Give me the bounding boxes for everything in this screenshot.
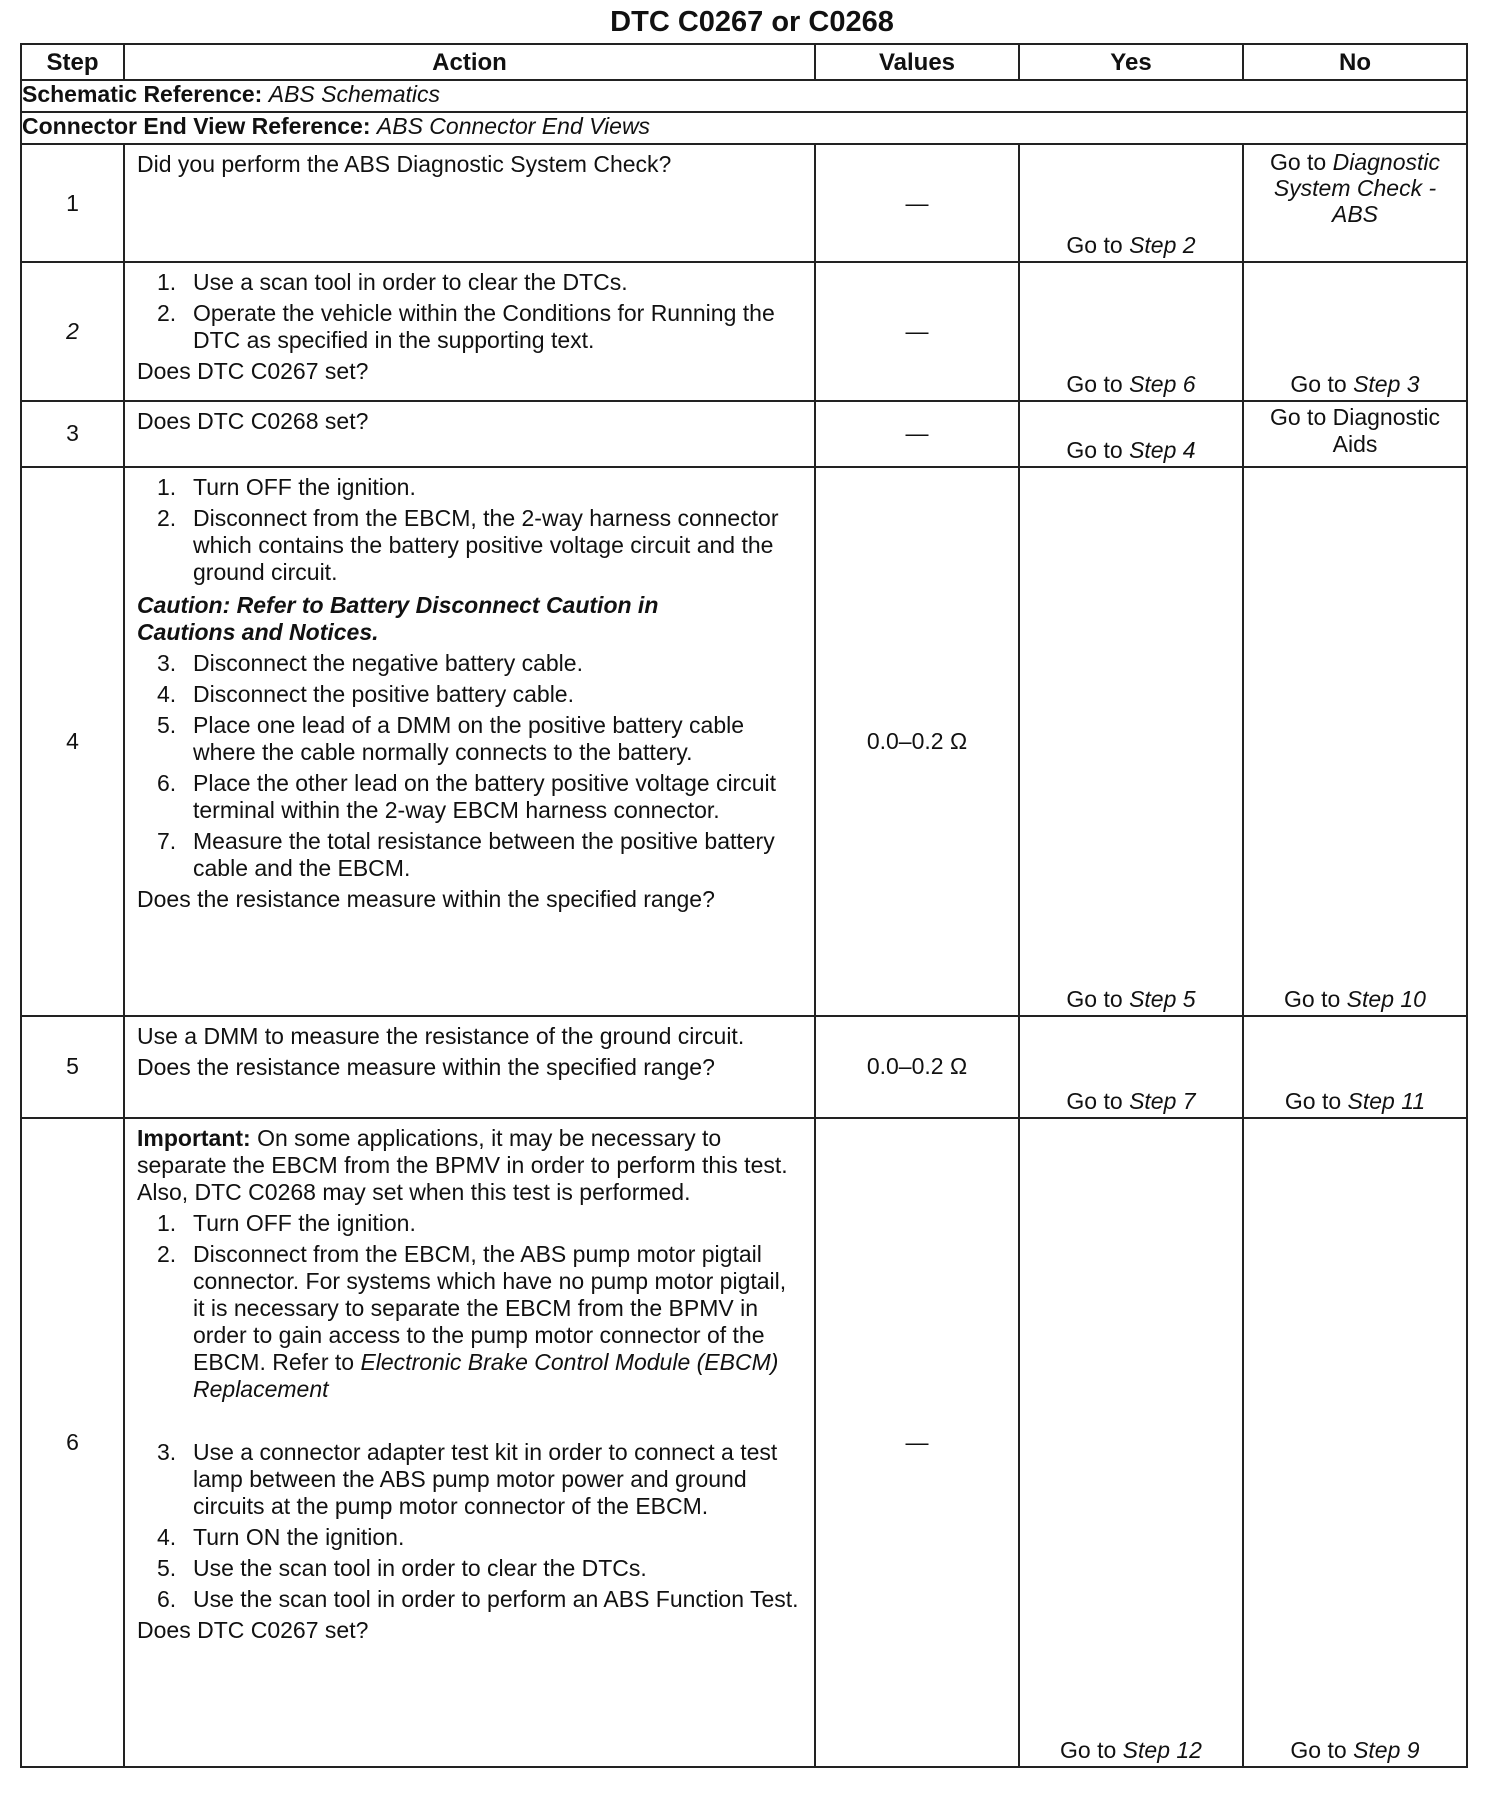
list-item: 2. Disconnect from the EBCM, the 2-way harness connector which contains the battery positive voltage circuit and the ground circuit. — [157, 504, 779, 585]
value-cell: — — [815, 1118, 1019, 1767]
action-cell — [124, 467, 815, 1016]
value-cell: — — [815, 262, 1019, 400]
schematic-link[interactable]: ABS Schematics — [268, 81, 441, 108]
question: Does DTC C0268 set? — [137, 407, 369, 434]
col-yes: Yes — [1019, 44, 1243, 80]
yes-cell — [1019, 467, 1243, 1016]
caution-note: Caution: Refer to Battery Disconnect Caution in Cautions and Notices. — [137, 591, 659, 645]
list-item: 6. Use the scan tool in order to perform an ABS Function Test. — [157, 1585, 799, 1612]
ebcm-replacement-link[interactable]: Electronic Brake Control Module (EBCM) Replacement — [193, 1348, 779, 1402]
value-cell: 0.0–0.2 Ω — [815, 467, 1019, 1016]
schematic-reference-row — [21, 80, 1467, 112]
step-number: 1 — [21, 144, 124, 262]
col-values: Values — [815, 44, 1019, 80]
action-cell — [124, 401, 815, 467]
important-note: Important: On some applications, it may be necessary to separate the EBCM from the BPMV in order to perform this test. Also, DTC C0268 may set when this test is performed. — [137, 1124, 788, 1205]
yes-cell — [1019, 1118, 1243, 1767]
no-goto[interactable]: Go to Diagnostic Aids — [1269, 403, 1441, 457]
list-item: 1. Turn OFF the ignition. — [157, 1209, 416, 1236]
table-row — [21, 1016, 1467, 1118]
table-row — [21, 1118, 1467, 1767]
action-cell — [124, 144, 815, 262]
header-row — [21, 44, 1467, 80]
step-number: 3 — [21, 401, 124, 467]
col-step: Step — [21, 44, 124, 80]
step-number: 2 — [21, 262, 124, 400]
no-goto[interactable]: Go to Diagnostic System Check - ABS — [1269, 149, 1441, 228]
action-cell — [124, 1016, 815, 1118]
step-number: 6 — [21, 1118, 124, 1767]
no-goto[interactable]: Go to Step 11 — [1284, 1087, 1426, 1114]
yes-cell — [1019, 262, 1243, 400]
yes-cell — [1019, 1016, 1243, 1118]
no-cell — [1243, 1016, 1467, 1118]
list-item: 2. Disconnect from the EBCM, the ABS pump motor pigtail connector. For systems which have no pump motor pigtail, it is necessary to separate the EBCM from the BPMV in order to gain access to the pump motor connector of the EBCM. Refer to Electronic Brake Control Module (EBCM) Replacement — [157, 1240, 787, 1402]
list-item: 3. Disconnect the negative battery cable. — [157, 649, 583, 676]
no-goto[interactable]: Go to Step 10 — [1284, 985, 1426, 1012]
list-item: 5. Use the scan tool in order to clear the DTCs. — [157, 1554, 647, 1581]
step-number: 5 — [21, 1016, 124, 1118]
no-cell — [1243, 262, 1467, 400]
no-cell — [1243, 1118, 1467, 1767]
yes-goto[interactable]: Go to Step 5 — [1066, 985, 1196, 1012]
question: Does DTC C0267 set? — [137, 358, 369, 385]
value-cell: — — [815, 144, 1019, 262]
yes-goto[interactable]: Go to Step 7 — [1066, 1087, 1196, 1114]
connector-label: Connector End View Reference: — [22, 113, 371, 140]
list-item: 1. Turn OFF the ignition. — [157, 473, 416, 500]
no-goto[interactable]: Go to Step 9 — [1290, 1737, 1420, 1763]
list-item: 4. Disconnect the positive battery cable. — [157, 680, 574, 707]
question: Did you perform the ABS Diagnostic System Check? — [137, 151, 672, 178]
question: Does the resistance measure within the specified range? — [137, 885, 715, 912]
yes-goto[interactable]: Go to Step 6 — [1066, 370, 1196, 397]
no-cell — [1243, 144, 1467, 262]
question: Does DTC C0267 set? — [137, 1616, 369, 1643]
no-goto[interactable]: Go to Step 3 — [1290, 370, 1420, 397]
instruction: Use a DMM to measure the resistance of the ground circuit. — [137, 1022, 745, 1049]
schematic-label: Schematic Reference: — [22, 81, 263, 108]
no-cell — [1243, 467, 1467, 1016]
col-no: No — [1243, 44, 1467, 80]
table-row — [21, 262, 1467, 400]
value-cell: 0.0–0.2 Ω — [815, 1016, 1019, 1118]
yes-goto[interactable]: Go to Step 2 — [1066, 232, 1196, 259]
table-row — [21, 401, 1467, 467]
value-cell: — — [815, 401, 1019, 467]
yes-cell — [1019, 401, 1243, 467]
list-item: 4. Turn ON the ignition. — [157, 1523, 405, 1550]
yes-goto[interactable]: Go to Step 4 — [1066, 436, 1196, 463]
list-item: 5. Place one lead of a DMM on the positive battery cable where the cable normally connects to the battery. — [157, 711, 745, 765]
page-title: DTC C0267 or C0268 — [610, 6, 894, 38]
yes-cell — [1019, 144, 1243, 262]
list-item: 3. Use a connector adapter test kit in order to connect a test lamp between the ABS pump motor power and ground circuits at the pump motor connector of the EBCM. — [157, 1438, 778, 1519]
question: Does the resistance measure within the specified range? — [137, 1053, 715, 1080]
list-item: 1. Use a scan tool in order to clear the DTCs. — [157, 269, 628, 296]
connector-link[interactable]: ABS Connector End Views — [376, 113, 651, 140]
step-number: 4 — [21, 467, 124, 1016]
list-item: 2. Operate the vehicle within the Conditions for Running the DTC as specified in the supporting text. — [157, 300, 775, 354]
table-row — [21, 467, 1467, 1016]
connector-reference-row — [21, 112, 1467, 144]
action-cell — [124, 1118, 815, 1767]
list-item: 7. Measure the total resistance between the positive battery cable and the EBCM. — [157, 827, 775, 881]
list-item: 6. Place the other lead on the battery positive voltage circuit terminal within the 2-way EBCM harness connector. — [157, 769, 777, 823]
action-cell — [124, 262, 815, 400]
col-action: Action — [124, 44, 815, 80]
table-row — [21, 144, 1467, 262]
no-cell — [1243, 401, 1467, 467]
yes-goto[interactable]: Go to Step 12 — [1060, 1737, 1202, 1763]
dtc-table — [20, 43, 1468, 1768]
